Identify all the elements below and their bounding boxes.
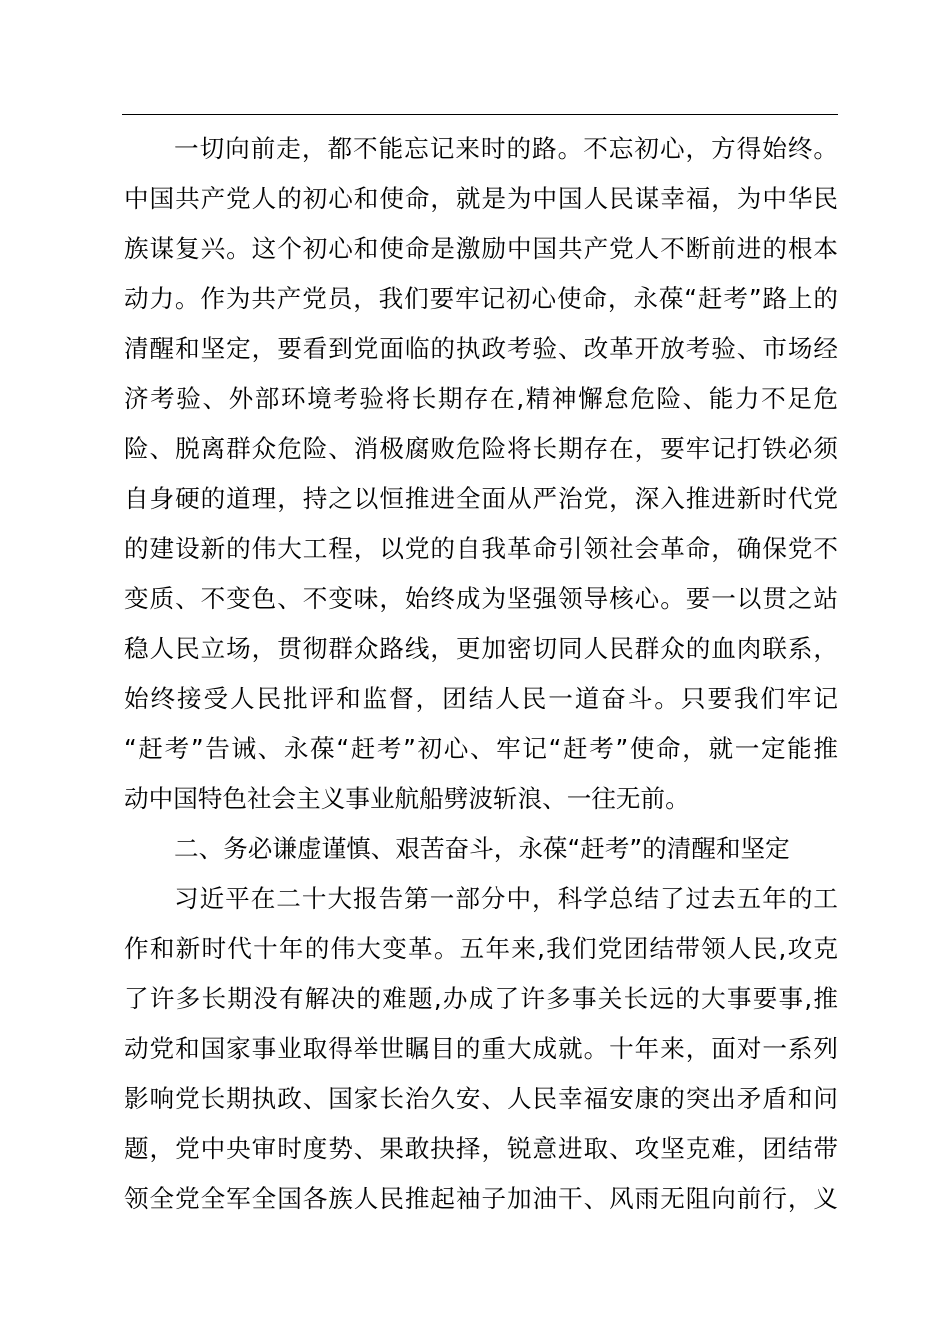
text-line: 稳人民立场，贯彻群众路线，更加密切同人民群众的血肉联系， [124, 634, 838, 663]
body-text [124, 124, 838, 1224]
text-line: 族谋复兴。这个初心和使命是激励中国共产党人不断前进的根本 [124, 234, 838, 263]
text-line: 动力。作为共产党员，我们要牢记初心使命，永葆“赶考”路上的 [124, 284, 838, 313]
text-line: 中国共产党人的初心和使命，就是为中国人民谋幸福，为中华民 [124, 184, 838, 213]
text-line: 始终接受人民批评和监督，团结人民一道奋斗。只要我们牢记 [124, 684, 838, 713]
text-line: 清醒和坚定，要看到党面临的执政考验、改革开放考验、市场经 [124, 334, 838, 363]
text-line: 一切向前走，都不能忘记来时的路。不忘初心，方得始终。 [174, 134, 838, 163]
text-line: 影响党长期执政、国家长治久安、人民幸福安康的突出矛盾和问 [124, 1084, 838, 1113]
header-rule [122, 114, 838, 115]
text-line: 动中国特色社会主义事业航船劈波斩浪、一往无前。 [124, 784, 690, 813]
text-line: 题，党中央审时度势、果敢抉择，锐意进取、攻坚克难，团结带 [124, 1134, 838, 1163]
text-line: 作和新时代十年的伟大变革。五年来,我们党团结带领人民,攻克 [124, 934, 838, 963]
text-line: 动党和国家事业取得举世瞩目的重大成就。十年来，面对一系列 [124, 1034, 838, 1063]
text-line: 了许多长期没有解决的难题,办成了许多事关长远的大事要事,推 [124, 984, 838, 1013]
text-line: 二、务必谦虚谨慎、艰苦奋斗，永葆“赶考”的清醒和坚定 [174, 834, 790, 863]
text-line: 领全党全军全国各族人民推起袖子加油干、风雨无阻向前行，义 [124, 1184, 838, 1213]
text-line: 变质、不变色、不变味，始终成为坚强领导核心。要一以贯之站 [124, 584, 838, 613]
text-line: 济考验、外部环境考验将长期存在,精神懈怠危险、能力不足危 [124, 384, 838, 413]
text-line: 自身硬的道理，持之以恒推进全面从严治党，深入推进新时代党 [124, 484, 838, 513]
text-line: 险、脱离群众危险、消极腐败危险将长期存在，要牢记打铁必须 [124, 434, 838, 463]
text-line: 的建设新的伟大工程，以党的自我革命引领社会革命，确保党不 [124, 534, 838, 563]
text-line: “赶考”告诫、永葆“赶考”初心、牢记“赶考”使命，就一定能推 [124, 734, 838, 763]
text-line: 习近平在二十大报告第一部分中，科学总结了过去五年的工 [174, 884, 838, 913]
